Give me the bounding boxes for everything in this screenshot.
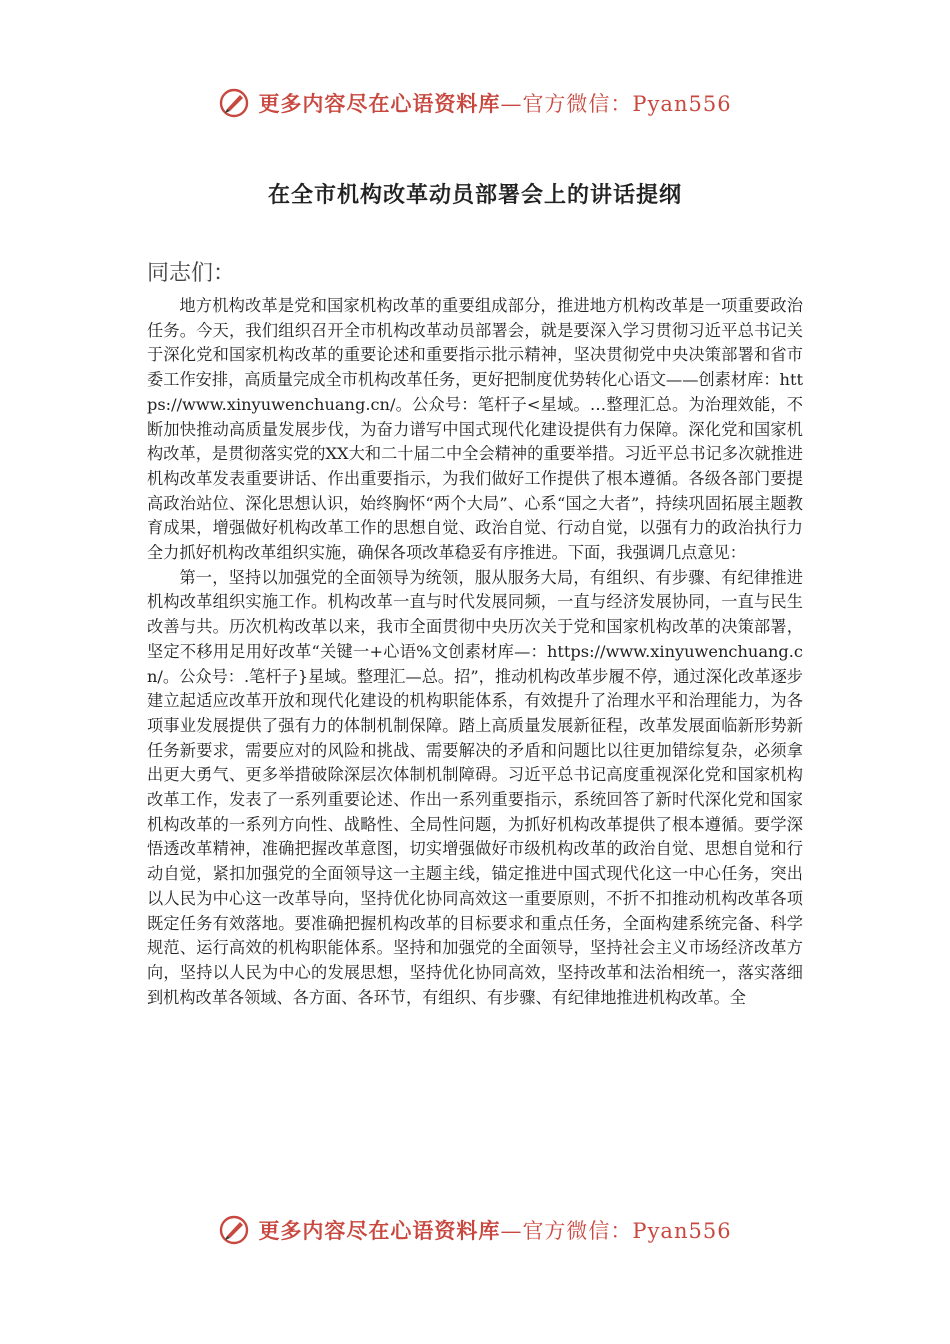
brush-pen-logo-icon xyxy=(218,1214,250,1246)
header-banner-brand: 更多内容尽在心语资料库 xyxy=(258,91,501,116)
paragraph-first-point: 第一，坚持以加强党的全面领导为统领，服从服务大局，有组织、有步骤、有纪律推进机构改革组织实施工作。机构改革一直与时代发展同频，一直与经济发展协同，一直与民生改善与共。历次机构改革以来，我市全面贯彻中央历次关于党和国家机构改革的决策部署，坚定不移用足用好改革“关键一+心语%文创素材库—：https://www.xinyuwenchuang.cn/。公众号：.笔杆子}星域。整理汇—总。招”，推动机构改革步履不停，通过深化改革逐步建立起适应改革开放和现代化建设的机构职能体系，有效提升了治理水平和治理能力，为各项事业发展提供了强有力的体制机制保障。踏上高质量发展新征程，改革发展面临新形势新任务新要求，需要应对的风险和挑战、需要解决的矛盾和问题比以往更加错综复杂，必须拿出更大勇气、更多举措破除深层次体制机制障碍。习近平总书记高度重视深化党和国家机构改革工作，发表了一系列重要论述、作出一系列重要指示，系统回答了新时代深化党和国家机构改革的一系列方向性、战略性、全局性问题，为抓好机构改革提供了根本遵循。要学深悟透改革精神，准确把握改革意图，切实增强做好市级机构改革的政治自觉、思想自觉和行动自觉，紧扣加强党的全面领导这一主题主线，锚定推进中国式现代化这一中心任务，突出以人民为中心这一改革导向，坚持优化协同高效这一重要原则，不折不扣推动机构改革各项既定任务有效落地。要准确把握机构改革的目标要求和重点任务，全面构建系统完备、科学规范、运行高效的机构职能体系。坚持和加强党的全面领导，坚持社会主义市场经济改革方向，坚持以人民为中心的发展思想，坚持优化协同高效，坚持改革和法治相统一，落实落细到机构改革各领域、各方面、各环节，有组织、有步骤、有纪律地推进机构改革。全 xyxy=(147,567,803,1007)
brush-pen-logo-icon xyxy=(218,87,250,119)
document-body xyxy=(147,294,803,1010)
paragraph-intro: 地方机构改革是党和国家机构改革的重要组成部分，推进地方机构改革是一项重要政治任务。今天，我们组织召开全市机构改革动员部署会，就是要深入学习贯彻习近平总书记关于深化党和国家机构改革的重要论述和重要指示批示精神，坚决贯彻党中央决策部署和省市委工作安排，高质量完成全市机构改革任务，更好把制度优势转化心语文——创素材库：https://www.xinyuwenchuang.cn/。公众号：笔杆子<星域。…整理汇总。为治理效能，不断加快推动高质量发展步伐，为奋力谱写中国式现代化建设提供有力保障。深化党和国家机构改革，是贯彻落实党的XX大和二十届二中全会精神的重要举措。习近平总书记多次就推进机构改革发表重要讲话、作出重要指示，为我们做好工作提供了根本遵循。各级各部门要提高政治站位、深化思想认识，始终胸怀“两个大局”、心系“国之大者”，持续巩固拓展主题教育成果，增强做好机构改革工作的思想自觉、政治自觉、行动自觉，以强有力的政治执行力全力抓好机构改革组织实施，确保各项改革稳妥有序推进。下面，我强调几点意见： xyxy=(147,296,803,563)
document-title: 在全市机构改革动员部署会上的讲话提纲 xyxy=(267,183,682,208)
header-watermark-banner xyxy=(0,83,950,123)
footer-banner-suffix: —官方微信：Pyan556 xyxy=(500,1219,732,1243)
footer-watermark-banner xyxy=(0,1210,950,1250)
footer-banner-brand: 更多内容尽在心语资料库 xyxy=(258,1218,501,1243)
header-banner-suffix: —官方微信：Pyan556 xyxy=(500,92,732,116)
header-banner-text xyxy=(258,88,731,118)
footer-banner-text xyxy=(258,1215,731,1245)
salutation: 同志们： xyxy=(147,261,236,286)
